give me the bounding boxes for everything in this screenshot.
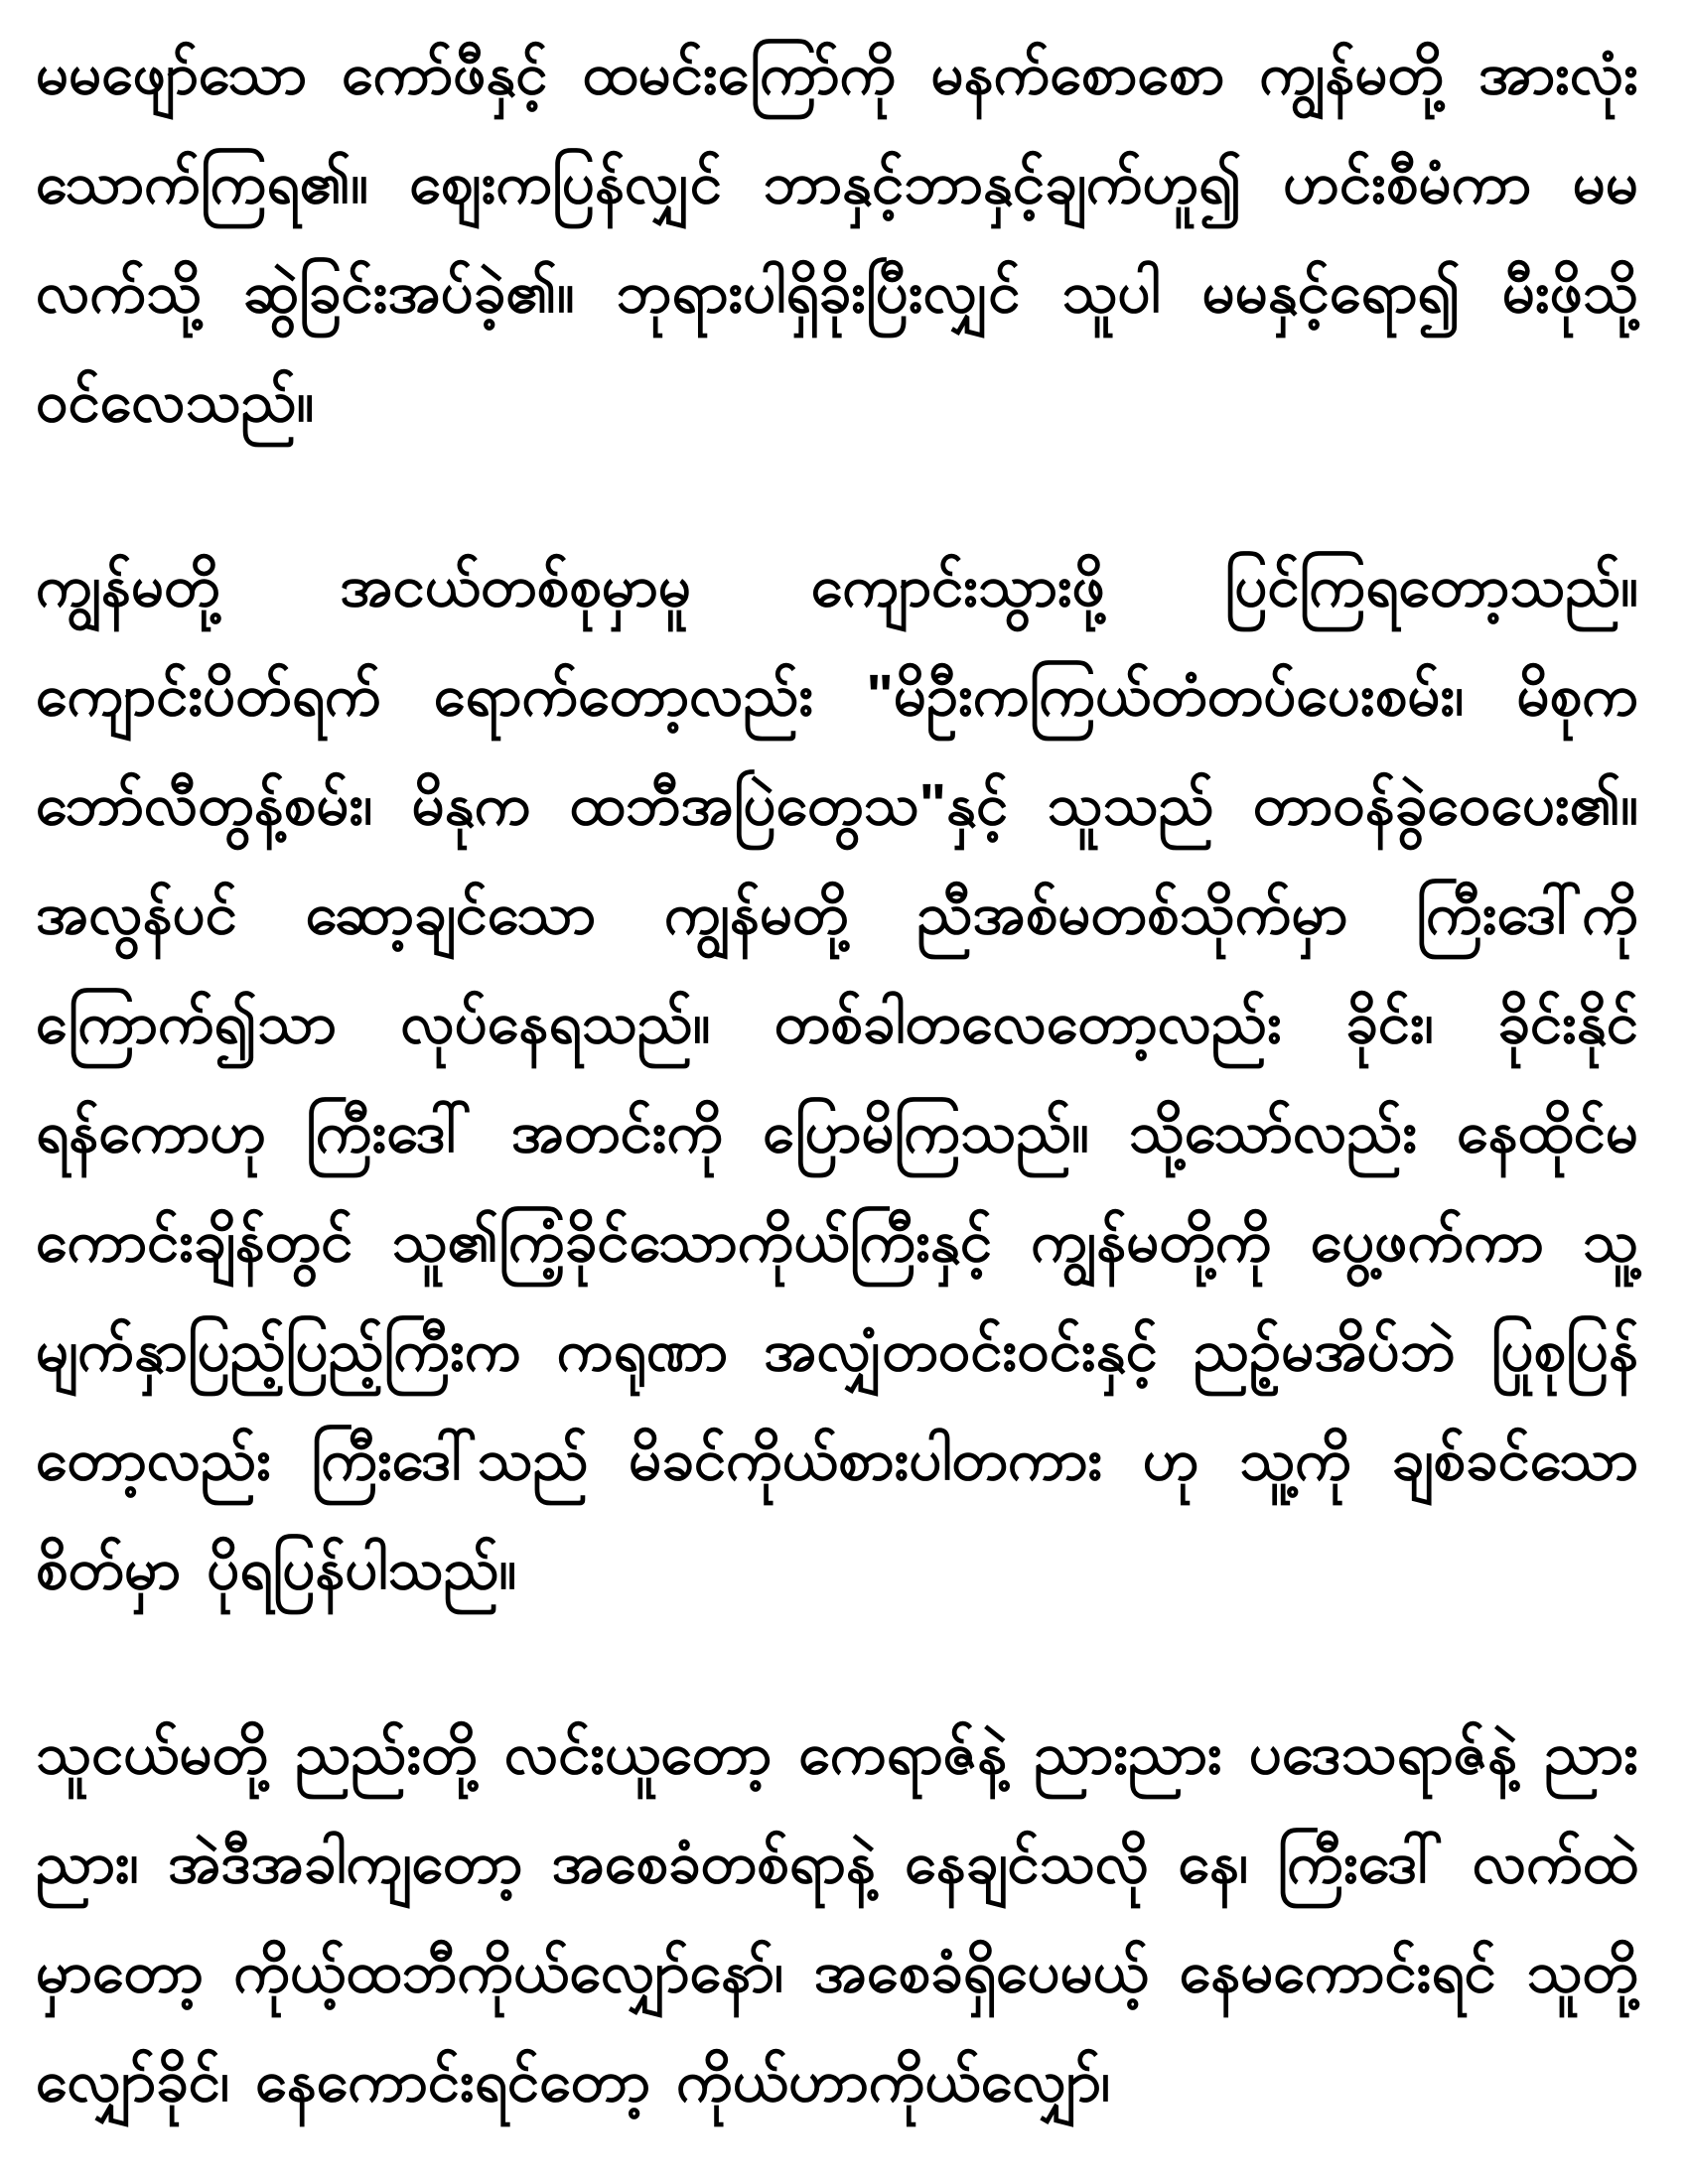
- paragraph-morning-coffee: မမဖျော်သော ကော်ဖီနှင့် ထမင်းကြော်ကို မနက်စောစော ကျွန်မတို့ အားလုံး သောက်ကြရ၏။ ဈေးကပြန်လျှင် ဘာနှင့်ဘာနှင့်ချက်ဟူ၍ ဟင်းစီမံကာ မမလက်သို့ ဆွဲခြင်းအပ်ခဲ့၏။ ဘုရားပါရှိခိုးပြီးလျှင် သူပါ မမနှင့်ရော၍ မီးဖိုသို့ ဝင်လေသည်။: [36, 42, 1638, 434]
- paragraph-school-chores: ကျွန်မတို့ အငယ်တစ်စုမှာမူ ကျောင်းသွားဖို့ ပြင်ကြရတော့သည်။ ကျောင်းပိတ်ရက် ရောက်တော့လည်း "မိဦးကကြယ်တံတပ်ပေးစမ်း၊ မိစုက ဘော်လီတွန့်စမ်း၊ မိနုက ထဘီအပြဲတွေသ"နှင့် သူသည် တာဝန်ခွဲဝေပေး၏။ အလွန်ပင် ဆော့ချင်သော ကျွန်မတို့ ညီအစ်မတစ်သိုက်မှာ ကြီးဒေါ်ကို ကြောက်၍သာ လုပ်နေရသည်။ တစ်ခါတလေတော့လည်း ခိုင်း၊ ခိုင်းနိုင်ရန်ကောဟု ကြီးဒေါ် အတင်းကို ပြောမိကြသည်။ သို့သော်လည်း နေထိုင်မကောင်းချိန်တွင် သူ၏ကြံ့ခိုင်သောကိုယ်ကြီးနှင့် ကျွန်မတို့ကို ပွေ့ဖက်ကာ သူ့မျက်နှာပြည့်ပြည့်ကြီးက ကရုဏာ အလျှံတဝင်းဝင်းနှင့် ညဉ့်မအိပ်ဘဲ ပြုစုပြန်တော့လည်း ကြီးဒေါ်သည် မိခင်ကိုယ်စားပါတကား ဟု သူ့ကို ချစ်ခင်သော စိတ်မှာ ပိုရပြန်ပါသည်။: [36, 554, 1638, 1601]
- paragraph-marriage-advice: သူငယ်မတို့ ညည်းတို့ လင်းယူတော့ ကေရာဇ်နဲ့ ညားညား ပဒေသရာဇ်နဲ့ ညားညား၊ အဲဒီအခါကျတော့ အစေခံတစ်ရာနဲ့ နေချင်သလို နေ၊ ကြီးဒေါ် လက်ထဲမှာတော့ ကိုယ့်ထဘီကိုယ်လျှော်နော်၊ အစေခံရှိပေမယ့် နေမကောင်းရင် သူတို့လျှော်ခိုင်၊ နေကောင်းရင်တော့ ကိုယ်ဟာကိုယ်လျှော်၊: [36, 1721, 1638, 2114]
